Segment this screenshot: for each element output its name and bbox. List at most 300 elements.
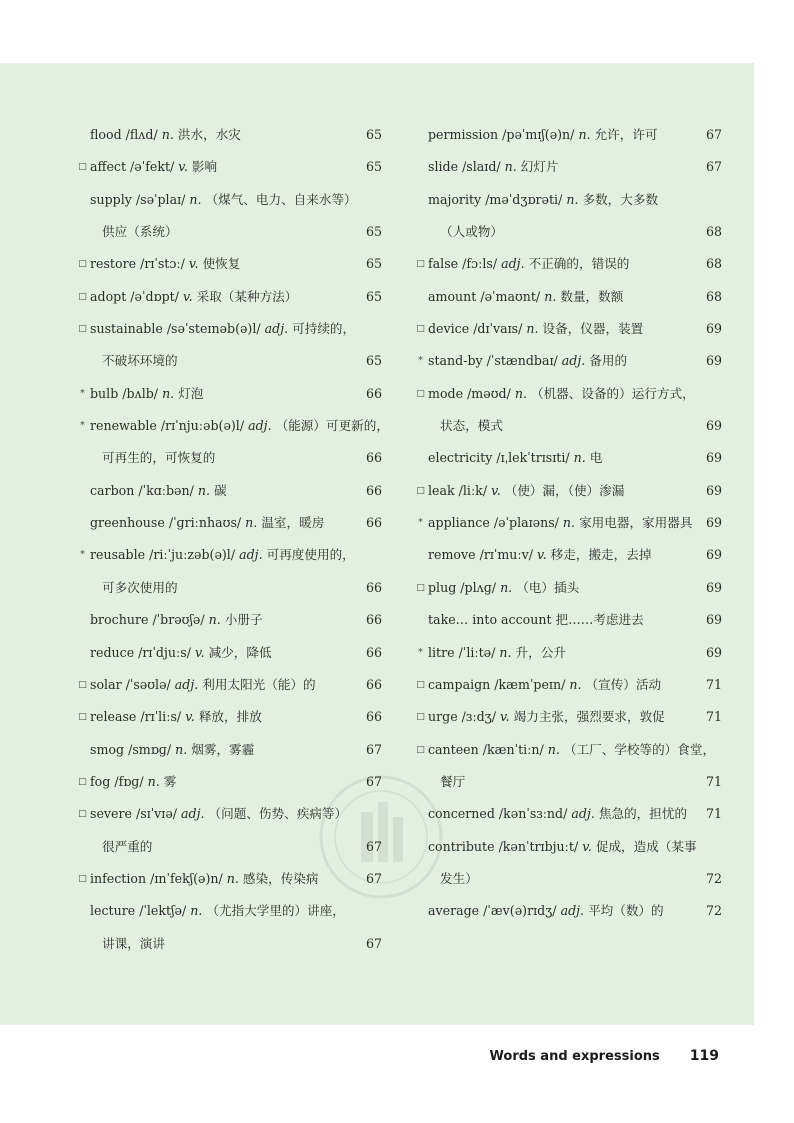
page-ref: 66	[365, 676, 382, 692]
asterisk-marker-icon: *	[418, 356, 423, 367]
vocab-entry-continuation	[80, 572, 382, 604]
part-of-speech: adj.	[571, 806, 595, 822]
pronunciation: /plʌɡ/	[460, 579, 497, 595]
headword: sustainable	[90, 321, 163, 337]
entry-text	[90, 248, 240, 280]
pronunciation: /rɪˈnjuːəb(ə)l/	[160, 418, 245, 434]
page-ref: 66	[365, 612, 382, 628]
asterisk-marker-icon: *	[80, 388, 85, 399]
square-marker-icon: □	[416, 679, 425, 690]
definition: 焦急的，担忧的	[598, 806, 688, 822]
vocab-entry	[80, 475, 382, 507]
pronunciation: /əˈdɒpt/	[130, 288, 179, 304]
part-of-speech: v.	[185, 709, 195, 725]
vocab-entry	[80, 734, 382, 766]
entry-text	[90, 539, 355, 571]
headword: remove	[428, 547, 476, 563]
vocab-entry	[418, 669, 722, 701]
page-ref: 67	[705, 159, 722, 175]
entry-text	[428, 604, 644, 636]
headword: infection	[90, 870, 147, 886]
vocab-entry	[418, 572, 722, 604]
definition: 采取（某种方法）	[196, 288, 298, 304]
page-ref: 67	[365, 870, 382, 886]
part-of-speech: n.	[569, 676, 582, 692]
definition: 数量，数额	[560, 288, 624, 304]
vocab-entry	[418, 604, 722, 636]
vocab-entry	[418, 345, 722, 377]
pronunciation: /slaɪd/	[462, 159, 501, 175]
vocab-entry	[418, 475, 722, 507]
part-of-speech: n.	[578, 127, 591, 142]
vocab-entry-continuation	[80, 928, 382, 960]
part-of-speech: adj.	[174, 676, 199, 692]
page-ref: 68	[705, 224, 722, 240]
part-of-speech: n.	[226, 870, 239, 886]
part-of-speech: n.	[190, 903, 203, 919]
left-column	[78, 119, 389, 960]
headword: fog	[90, 773, 111, 789]
definition: （机器、设备的）运行方式，	[530, 385, 695, 401]
part-of-speech: adj.	[560, 903, 585, 919]
headword: average	[428, 903, 480, 919]
vocab-entry	[418, 539, 722, 571]
entry-text	[90, 604, 263, 636]
vocab-entry	[418, 734, 722, 766]
pronunciation: /ɪˌlekˈtrɪsɪti/	[496, 450, 570, 466]
headword: mode	[428, 385, 464, 401]
pronunciation: /məʊd/	[467, 385, 511, 401]
asterisk-marker-icon: *	[80, 421, 85, 432]
part-of-speech: n.	[161, 127, 174, 142]
pronunciation: /ˈsəʊlə/	[125, 676, 171, 692]
definition-continuation: 不破坏环境的	[102, 353, 178, 369]
part-of-speech: v.	[182, 288, 193, 304]
entry-text	[428, 701, 665, 733]
part-of-speech: adj.	[501, 256, 525, 272]
vocab-entry	[418, 378, 722, 410]
pronunciation: /pəˈmɪʃ(ə)n/	[502, 127, 575, 142]
page-ref: 65	[365, 224, 382, 240]
part-of-speech: adj.	[239, 547, 263, 563]
pronunciation: /rɪˈdjuːs/	[138, 644, 191, 660]
definition: 允许，许可	[594, 127, 658, 142]
part-of-speech: n.	[208, 612, 221, 628]
vocab-entry-continuation	[418, 863, 722, 895]
pronunciation: /ˈɡriːnhaʊs/	[168, 515, 242, 531]
page-number: 119	[689, 1048, 719, 1064]
entry-text	[428, 572, 579, 604]
entry-text	[90, 313, 355, 345]
definition: 设备，仪器，装置	[542, 321, 644, 337]
page-ref: 66	[365, 515, 382, 531]
page-ref: 69	[705, 515, 722, 531]
part-of-speech: n.	[175, 741, 188, 757]
entry-text	[90, 701, 262, 733]
definition: 电	[589, 450, 603, 466]
part-of-speech: v.	[537, 547, 547, 563]
headword: device	[428, 321, 470, 337]
part-of-speech: v.	[194, 644, 205, 660]
headword: affect	[90, 159, 127, 175]
pronunciation: /rɪˈstɔː/	[140, 256, 185, 272]
square-marker-icon: □	[416, 582, 425, 593]
page-ref: 69	[705, 450, 722, 466]
definition: 家用电器，家用器具	[579, 515, 693, 531]
square-marker-icon: □	[78, 712, 87, 723]
headword: take… into account	[428, 612, 552, 628]
headword: greenhouse	[90, 515, 165, 531]
headword: bulb	[90, 385, 119, 401]
part-of-speech: adj.	[181, 806, 205, 822]
entry-text	[90, 507, 324, 539]
entry-text	[90, 119, 241, 151]
entry-text	[428, 734, 715, 766]
pronunciation: /dɪˈvaɪs/	[473, 321, 523, 337]
square-marker-icon: □	[416, 259, 425, 270]
headword: appliance	[428, 515, 490, 531]
asterisk-marker-icon: *	[418, 518, 423, 529]
definition-continuation: 供应（系统）	[102, 224, 178, 240]
headword: false	[428, 256, 459, 272]
entry-text	[428, 151, 559, 183]
definition: 备用的	[589, 353, 628, 369]
headword: reusable	[90, 547, 146, 563]
pronunciation: /kæmˈpeɪn/	[494, 676, 566, 692]
headword: carbon	[90, 482, 135, 498]
pronunciation: /fɔːls/	[462, 256, 498, 272]
pronunciation: /ˈstændbaɪ/	[486, 353, 558, 369]
definition: 影响	[191, 159, 218, 175]
vocab-entry	[418, 798, 722, 830]
part-of-speech: adj.	[248, 418, 272, 434]
definition-continuation: （人或物）	[440, 224, 503, 240]
page-ref: 66	[365, 450, 382, 466]
asterisk-marker-icon: *	[80, 550, 85, 561]
pronunciation: /əˈplaɪəns/	[493, 515, 559, 531]
definition: （使）漏，（使）渗漏	[504, 482, 625, 498]
pronunciation: /kənˈsɜːnd/	[498, 806, 568, 822]
definition: （问题、伤势、疾病等）	[208, 806, 348, 822]
page-ref: 71	[705, 773, 722, 789]
entry-text	[428, 798, 687, 830]
definition: 烟雾，雾霾	[191, 741, 255, 757]
entry-text	[428, 831, 697, 863]
part-of-speech: v.	[178, 159, 188, 175]
square-marker-icon: □	[78, 291, 87, 302]
vocab-entry	[80, 378, 382, 410]
definition: 雾	[163, 773, 177, 789]
page-ref: 66	[365, 385, 382, 401]
pronunciation: /əˈmaʊnt/	[480, 288, 541, 304]
pronunciation: /ˈliːtə/	[458, 644, 496, 660]
definition: （工厂、学校等的）食堂，	[563, 741, 716, 757]
page-ref: 65	[365, 127, 382, 142]
headword: lecture	[90, 903, 136, 919]
square-marker-icon: □	[78, 162, 87, 173]
square-marker-icon: □	[78, 679, 87, 690]
part-of-speech: v.	[500, 709, 510, 725]
headword: severe	[90, 806, 132, 822]
vocab-entry	[80, 701, 382, 733]
entry-text	[428, 895, 664, 927]
square-marker-icon: □	[78, 809, 87, 820]
vocab-entry	[80, 766, 382, 798]
entry-text	[90, 766, 176, 798]
pronunciation: /ˈkɑːbən/	[138, 482, 194, 498]
entry-text	[90, 734, 254, 766]
vocab-entry	[80, 313, 382, 345]
headword: slide	[428, 159, 459, 175]
vocab-entry	[418, 442, 722, 474]
pronunciation: /rɪˈliːs/	[140, 709, 182, 725]
vocab-entry	[418, 507, 722, 539]
pronunciation: /liːk/	[458, 482, 488, 498]
page-ref: 69	[705, 612, 722, 628]
page-footer	[490, 1046, 719, 1066]
entry-text	[428, 539, 651, 571]
entry-text	[90, 378, 203, 410]
headword: leak	[428, 482, 455, 498]
page-ref: 68	[705, 288, 722, 304]
vocab-entry	[80, 604, 382, 636]
page-ref: 67	[365, 935, 382, 951]
entry-text	[90, 281, 297, 313]
entry-text	[90, 410, 389, 442]
part-of-speech: n.	[504, 159, 517, 175]
part-of-speech: n.	[562, 515, 576, 531]
vocab-entry	[80, 507, 382, 539]
part-of-speech: v.	[491, 482, 501, 498]
square-marker-icon: □	[416, 485, 425, 496]
vocab-entry-continuation	[418, 410, 722, 442]
vocab-entry	[80, 184, 382, 216]
part-of-speech: n.	[544, 288, 557, 304]
page-ref: 65	[365, 256, 382, 272]
page-ref: 69	[705, 482, 722, 498]
page-ref: 67	[365, 741, 382, 757]
definition: 可再度使用的，	[266, 547, 355, 563]
asterisk-marker-icon: *	[418, 647, 423, 658]
page-ref: 66	[365, 579, 382, 595]
square-marker-icon: □	[78, 873, 87, 884]
part-of-speech: v.	[582, 838, 592, 854]
vocab-entry	[80, 281, 382, 313]
page-ref: 66	[365, 709, 382, 725]
entry-text	[90, 798, 347, 830]
headword: solar	[90, 676, 122, 692]
entry-text	[90, 151, 217, 183]
part-of-speech: n.	[245, 515, 258, 531]
part-of-speech: n.	[547, 741, 560, 757]
entry-text	[90, 637, 272, 669]
entry-text	[428, 281, 623, 313]
headword: campaign	[428, 676, 491, 692]
pronunciation: /kənˈtrɪbjuːt/	[498, 838, 579, 854]
entry-text	[428, 248, 629, 280]
part-of-speech: adj.	[561, 353, 586, 369]
definition-continuation: 可多次使用的	[102, 579, 178, 595]
pronunciation: /ˈlektʃə/	[139, 903, 187, 919]
definition: 多数，大多数	[582, 191, 659, 207]
definition: （电）插头	[516, 579, 580, 595]
page-ref: 72	[705, 870, 722, 886]
headword: renewable	[90, 418, 157, 434]
headword: restore	[90, 256, 137, 272]
page-ref: 69	[705, 644, 722, 660]
page-ref: 69	[705, 353, 722, 369]
vocab-entry	[80, 151, 382, 183]
definition: 不正确的，错误的	[528, 256, 630, 272]
headword: reduce	[90, 644, 135, 660]
vocab-entry	[418, 281, 722, 313]
part-of-speech: n.	[526, 321, 539, 337]
definition: 温室，暖房	[261, 515, 325, 531]
definition: 释放，排放	[198, 709, 262, 725]
vocab-entry	[80, 119, 382, 151]
definition: 灯泡	[178, 385, 204, 401]
entry-text	[90, 669, 316, 701]
page-ref: 67	[365, 838, 382, 854]
headword: amount	[428, 288, 477, 304]
headword: majority	[428, 191, 482, 207]
page-ref: 68	[705, 256, 722, 272]
definition: 把……考虑进去	[555, 612, 644, 628]
definition: 竭力主张，强烈要求，敦促	[513, 709, 665, 725]
definition-continuation: 可再生的，可恢复的	[102, 450, 216, 466]
entry-text	[90, 895, 345, 927]
pronunciation: /ˈbrəʊʃə/	[152, 612, 205, 628]
square-marker-icon: □	[416, 744, 425, 755]
vocab-entry	[418, 119, 722, 151]
page-ref: 69	[705, 321, 722, 337]
definition: 小册子	[224, 612, 263, 628]
definition: 升，公升	[515, 644, 566, 660]
part-of-speech: n.	[189, 191, 202, 207]
definition-continuation: 讲课，演讲	[102, 935, 165, 951]
headword: flood	[90, 127, 122, 142]
vocab-entry	[80, 637, 382, 669]
definition-continuation: 发生）	[440, 870, 478, 886]
headword: contribute	[428, 838, 495, 854]
square-marker-icon: □	[416, 388, 425, 399]
part-of-speech: adj.	[264, 321, 289, 337]
definition-continuation: 餐厅	[440, 773, 466, 789]
vocab-entry	[80, 895, 382, 927]
definition: 洪水，水灾	[177, 127, 241, 142]
vocab-entry	[80, 248, 382, 280]
vocab-entry-continuation	[80, 442, 382, 474]
vocab-entry-continuation	[418, 216, 722, 248]
headword: electricity	[428, 450, 493, 466]
page-ref: 67	[365, 773, 382, 789]
definition: （煤气、电力、自来水等）	[205, 191, 357, 207]
vocab-entry	[80, 539, 382, 571]
definition: 可持续的，	[292, 321, 356, 337]
definition: 碳	[214, 482, 227, 498]
page-ref: 66	[365, 482, 382, 498]
definition: 移走，搬走，去掉	[550, 547, 652, 563]
page-ref: 71	[705, 676, 722, 692]
entry-text	[90, 863, 318, 895]
vocab-entry-continuation	[418, 766, 722, 798]
right-column	[418, 119, 722, 928]
pronunciation: /səˈsteɪnəb(ə)l/	[166, 321, 261, 337]
entry-text	[428, 669, 661, 701]
vocab-entry	[418, 313, 722, 345]
page-ref: 71	[705, 709, 722, 725]
part-of-speech: n.	[500, 579, 513, 595]
page-ref: 65	[365, 353, 382, 369]
headword: stand-by	[428, 353, 483, 369]
pronunciation: /bʌlb/	[122, 385, 159, 401]
entry-text	[428, 507, 692, 539]
entry-text	[428, 184, 658, 216]
page-ref: 65	[365, 159, 382, 175]
definition-continuation: 很严重的	[102, 838, 153, 854]
headword: plug	[428, 579, 457, 595]
headword: adopt	[90, 288, 127, 304]
definition: 感染，传染病	[242, 870, 319, 886]
headword: permission	[428, 127, 499, 142]
definition: 平均（数）的	[588, 903, 664, 919]
pronunciation: /məˈdʒɒrəti/	[485, 191, 563, 207]
page-ref: 71	[705, 806, 722, 822]
entry-text	[428, 345, 627, 377]
page-ref: 72	[705, 903, 722, 919]
pronunciation: /flʌd/	[125, 127, 158, 142]
vocab-entry	[418, 184, 722, 216]
pronunciation: /ˈæv(ə)rɪdʒ/	[483, 903, 557, 919]
entry-text	[428, 378, 695, 410]
page-ref: 69	[705, 579, 722, 595]
headword: brochure	[90, 612, 149, 628]
definition: 使恢复	[202, 256, 241, 272]
vocab-entry	[80, 669, 382, 701]
headword: litre	[428, 644, 455, 660]
pronunciation: /rɪˈmuːv/	[479, 547, 534, 563]
entry-text	[428, 313, 643, 345]
headword: supply	[90, 191, 132, 207]
definition: 促成，造成（某事	[595, 838, 697, 854]
entry-text	[428, 475, 624, 507]
pronunciation: /sɪˈvɪə/	[135, 806, 178, 822]
vocab-entry-continuation	[80, 216, 382, 248]
pronunciation: /səˈplaɪ/	[135, 191, 186, 207]
part-of-speech: n.	[566, 191, 579, 207]
vocab-entry	[418, 151, 722, 183]
definition: 减少，降低	[208, 644, 272, 660]
vocab-entry	[80, 798, 382, 830]
entry-text	[428, 637, 566, 669]
pronunciation: /fɒɡ/	[114, 773, 144, 789]
pronunciation: /kænˈtiːn/	[482, 741, 544, 757]
pronunciation: /smɒɡ/	[128, 741, 172, 757]
part-of-speech: n.	[162, 385, 175, 401]
part-of-speech: n.	[573, 450, 586, 466]
definition: （能源）可更新的，	[275, 418, 389, 434]
vocab-entry	[80, 863, 382, 895]
headword: canteen	[428, 741, 479, 757]
part-of-speech: n.	[147, 773, 160, 789]
definition: （尤指大学里的）讲座，	[206, 903, 345, 919]
square-marker-icon: □	[416, 324, 425, 335]
definition: 幻灯片	[520, 159, 559, 175]
headword: smog	[90, 741, 125, 757]
part-of-speech: v.	[188, 256, 199, 272]
entry-text	[90, 475, 227, 507]
entry-text	[428, 442, 602, 474]
